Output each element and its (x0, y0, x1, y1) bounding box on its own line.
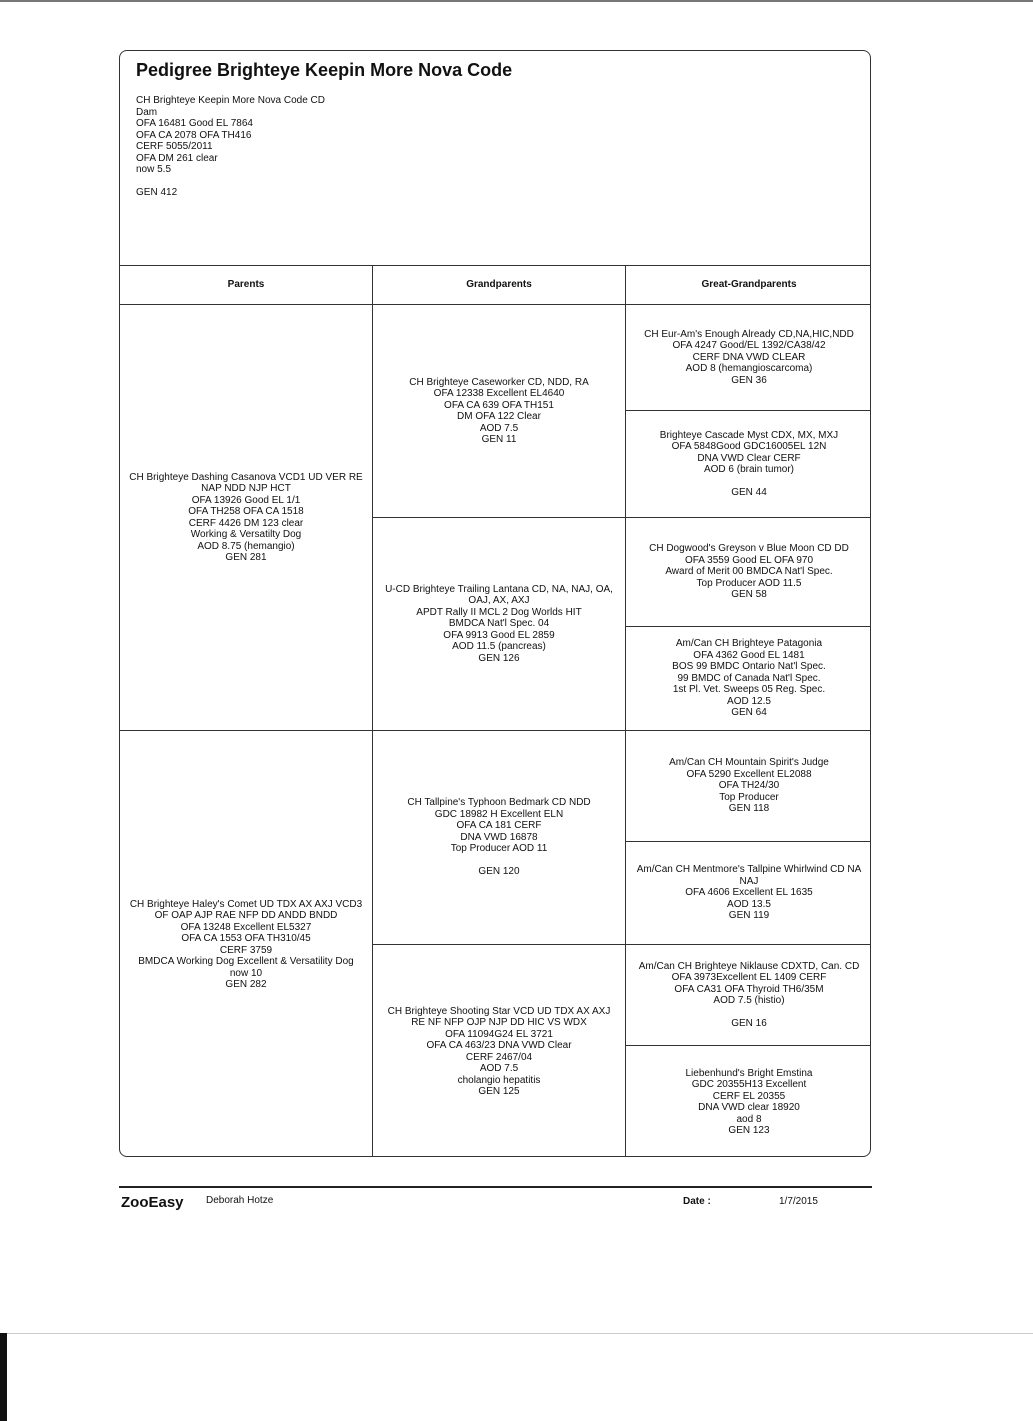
text-line: CH Brighteye Caseworker CD, NDD, RA (409, 376, 589, 388)
text-line: OFA 5290 Excellent EL2088 (686, 768, 812, 780)
text-line: NAP NDD NJP HCT (201, 483, 291, 494)
text-line: Brighteye Cascade Myst CDX, MX, MXJ (659, 429, 839, 441)
text-line: GEN 120 (478, 866, 520, 878)
text-line: OFA 11094G24 EL 3721 (445, 1028, 553, 1040)
great-grandparent-4 (626, 627, 871, 730)
footer-date: 1/7/2015 (779, 1196, 818, 1207)
text-line: OFA CA 1553 OFA TH310/45 (181, 933, 311, 944)
text-line: AOD 7.5 (479, 1063, 519, 1074)
great-grandparent-2 (626, 411, 871, 517)
text-line: GEN 282 (225, 979, 267, 990)
blank-line (136, 176, 325, 188)
text-line: AOD 7.5 (479, 422, 519, 434)
great-grandparents-header: Great-Grandparents (701, 279, 797, 290)
text-line: OFA 3973Excellent EL 1409 CERF (671, 972, 827, 983)
text-line: GDC 18982 H Excellent ELN (434, 808, 564, 820)
grandparent-2 (373, 518, 625, 730)
text-line: Top Producer AOD 11.5 (696, 577, 802, 589)
text-line: NAJ (739, 875, 759, 887)
text-line: OFA 13248 Excellent EL5327 (180, 921, 312, 933)
great-grandparent-7 (626, 945, 871, 1045)
text-line: BOS 99 BMDC Ontario Nat'l Spec. (672, 661, 826, 673)
text-line: OFA 4606 Excellent EL 1635 (685, 887, 813, 899)
text-line: BMDCA Working Dog Excellent & Versatility Dog (138, 956, 354, 967)
scan-bottom-edge (7, 1333, 1033, 1334)
text-line: GEN 119 (728, 910, 770, 922)
text-line: OFA 4247 Good/EL 1392/CA38/42 (672, 340, 826, 352)
text-line: CH Eur-Am's Enough Already CD,NA,HIC,NDD (644, 328, 854, 340)
text-line: Am/Can CH Brighteye Patagonia (675, 638, 823, 650)
text-line: now 10 (229, 967, 263, 979)
text-line: AOD 8.75 (hemangio) (197, 540, 295, 552)
text-line: aod 8 (736, 1113, 762, 1125)
text-line: AOD 7.5 (histio) (713, 995, 785, 1006)
page-title: Pedigree Brighteye Keepin More Nova Code (136, 60, 513, 80)
text-line: OFA 12338 Excellent EL4640 (433, 388, 565, 399)
grandparent-1 (373, 305, 625, 517)
text-line: 99 BMDC of Canada Nat'l Spec. (677, 672, 821, 684)
text-line: OFA 16481 Good EL 7864 (136, 118, 253, 129)
blank-line (639, 1007, 860, 1019)
text-line: CH Brighteye Haley's Comet UD TDX AX AXJ VCD3 (129, 898, 363, 910)
text-line: U-CD Brighteye Trailing Lantana CD, NA, NAJ, OA, (385, 583, 613, 595)
text-line: CH Brighteye Shooting Star VCD UD TDX AX AXJ (387, 1005, 611, 1017)
text-line: GEN 36 (731, 374, 767, 386)
text-line: 1st Pl. Vet. Sweeps 05 Reg. Spec. (672, 684, 826, 696)
great-grandparent-8 (626, 1046, 871, 1157)
pedigree-frame (119, 50, 871, 1157)
text-line: GEN 44 (731, 487, 767, 498)
blank-line (407, 855, 590, 867)
text-line: OFA CA 181 CERF (456, 820, 542, 832)
text-line: GEN 118 (728, 803, 770, 815)
great-grandparent-6 (626, 842, 871, 944)
text-line: DNA VWD clear 18920 (698, 1102, 800, 1113)
text-line: OFA CA 639 OFA TH151 (444, 399, 554, 411)
text-line: CH Brighteye Dashing Casanova VCD1 UD VER RE (129, 471, 363, 483)
text-line: CERF 3759 (219, 944, 273, 956)
subject-info (136, 95, 325, 199)
text-line: CH Dogwood's Greyson v Blue Moon CD DD (649, 543, 849, 555)
text-line: GEN 11 (481, 434, 517, 445)
text-line: RE NF NFP OJP NJP DD HIC VS WDX (411, 1017, 587, 1028)
text-line: Working & Versatilty Dog (190, 529, 302, 540)
text-line: GEN 58 (731, 589, 767, 601)
text-line: Dam (136, 106, 158, 118)
text-line: GEN 64 (731, 707, 767, 719)
text-line: GEN 412 (136, 187, 178, 198)
text-line: BMDCA Nat'l Spec. 04 (448, 618, 550, 630)
text-line: AOD 8 (hemangioscarcoma) (685, 363, 813, 375)
text-line: OFA 5848Good GDC16005EL 12N (671, 441, 827, 452)
parent-dam (120, 731, 372, 1157)
footer-rule (119, 1186, 872, 1188)
text-line: GEN 281 (225, 552, 267, 563)
blank-line (660, 476, 838, 488)
text-line: CERF 2467/04 (465, 1051, 533, 1063)
grandparents-header: Grandparents (466, 279, 532, 290)
grandparent-4 (373, 945, 625, 1157)
text-line: Am/Can CH Brighteye Niklause CDXTD, Can. CD (638, 960, 860, 972)
text-line: CERF 4426 DM 123 clear (188, 517, 304, 529)
text-line: CH Brighteye Keepin More Nova Code CD (136, 95, 325, 106)
text-line: OFA 4362 Good EL 1481 (693, 649, 805, 661)
text-line: AOD 11.5 (pancreas) (452, 641, 546, 653)
text-line: OFA CA 2078 OFA TH416 (136, 129, 252, 141)
text-line: OAJ, AX, AXJ (468, 595, 530, 607)
text-line: Top Producer AOD 11 (450, 843, 548, 855)
grandparent-3 (373, 731, 625, 944)
great-grandparent-1 (626, 305, 871, 410)
text-line: CH Tallpine's Typhoon Bedmark CD NDD (407, 797, 591, 809)
text-line: CERF EL 20355 (712, 1090, 786, 1102)
text-line: Award of Merit 00 BMDCA Nat'l Spec. (665, 566, 833, 578)
footer-date-label: Date : (683, 1196, 711, 1207)
scan-top-edge (0, 0, 1033, 2)
text-line: AOD 13.5 (727, 898, 771, 910)
text-line: Am/Can CH Mentmore's Tallpine Whirlwind CD NA (636, 864, 862, 876)
parent-sire (120, 305, 372, 730)
great-grandparent-5 (626, 731, 871, 841)
text-line: GEN 123 (728, 1125, 770, 1136)
text-line: CERF DNA VWD CLEAR (692, 351, 806, 363)
text-line: AOD 12.5 (727, 695, 771, 707)
text-line: Am/Can CH Mountain Spirit's Judge (669, 757, 829, 769)
text-line: GEN 16 (731, 1018, 767, 1029)
text-line: OFA 9913 Good EL 2859 (443, 629, 555, 641)
text-line: APDT Rally II MCL 2 Dog Worlds HIT (416, 606, 582, 618)
text-line: DNA VWD Clear CERF (697, 452, 801, 464)
text-line: OFA 3559 Good EL OFA 970 (684, 554, 814, 566)
text-line: OFA CA31 OFA Thyroid TH6/35M (674, 983, 824, 995)
text-line: Liebenhund's Bright Emstina (685, 1067, 813, 1079)
text-line: GEN 126 (478, 652, 520, 664)
scan-edge-mark (0, 1333, 7, 1421)
parents-header: Parents (227, 279, 265, 290)
text-line: GEN 125 (478, 1086, 520, 1097)
text-line: CERF 5055/2011 (136, 141, 213, 152)
text-line: Top Producer (719, 791, 779, 803)
text-line: GDC 20355H13 Excellent (691, 1079, 807, 1090)
text-line: AOD 6 (brain tumor) (703, 464, 794, 475)
footer-brand: ZooEasy (121, 1194, 184, 1211)
text-line: OFA 13926 Good EL 1/1 (191, 494, 301, 506)
text-line: OFA TH258 OFA CA 1518 (188, 506, 304, 517)
great-grandparent-3 (626, 518, 871, 626)
text-line: OF OAP AJP RAE NFP DD ANDD BNDD (154, 910, 338, 921)
text-line: OFA DM 261 clear (136, 152, 218, 164)
text-line: OFA CA 463/23 DNA VWD Clear (426, 1040, 572, 1051)
text-line: DM OFA 122 Clear (457, 411, 541, 422)
text-line: now 5.5 (136, 164, 172, 175)
footer-owner-name: Deborah Hotze (206, 1195, 274, 1206)
text-line: cholangio hepatitis (457, 1074, 541, 1086)
text-line: OFA TH24/30 (718, 780, 780, 792)
text-line: DNA VWD 16878 (460, 831, 538, 843)
